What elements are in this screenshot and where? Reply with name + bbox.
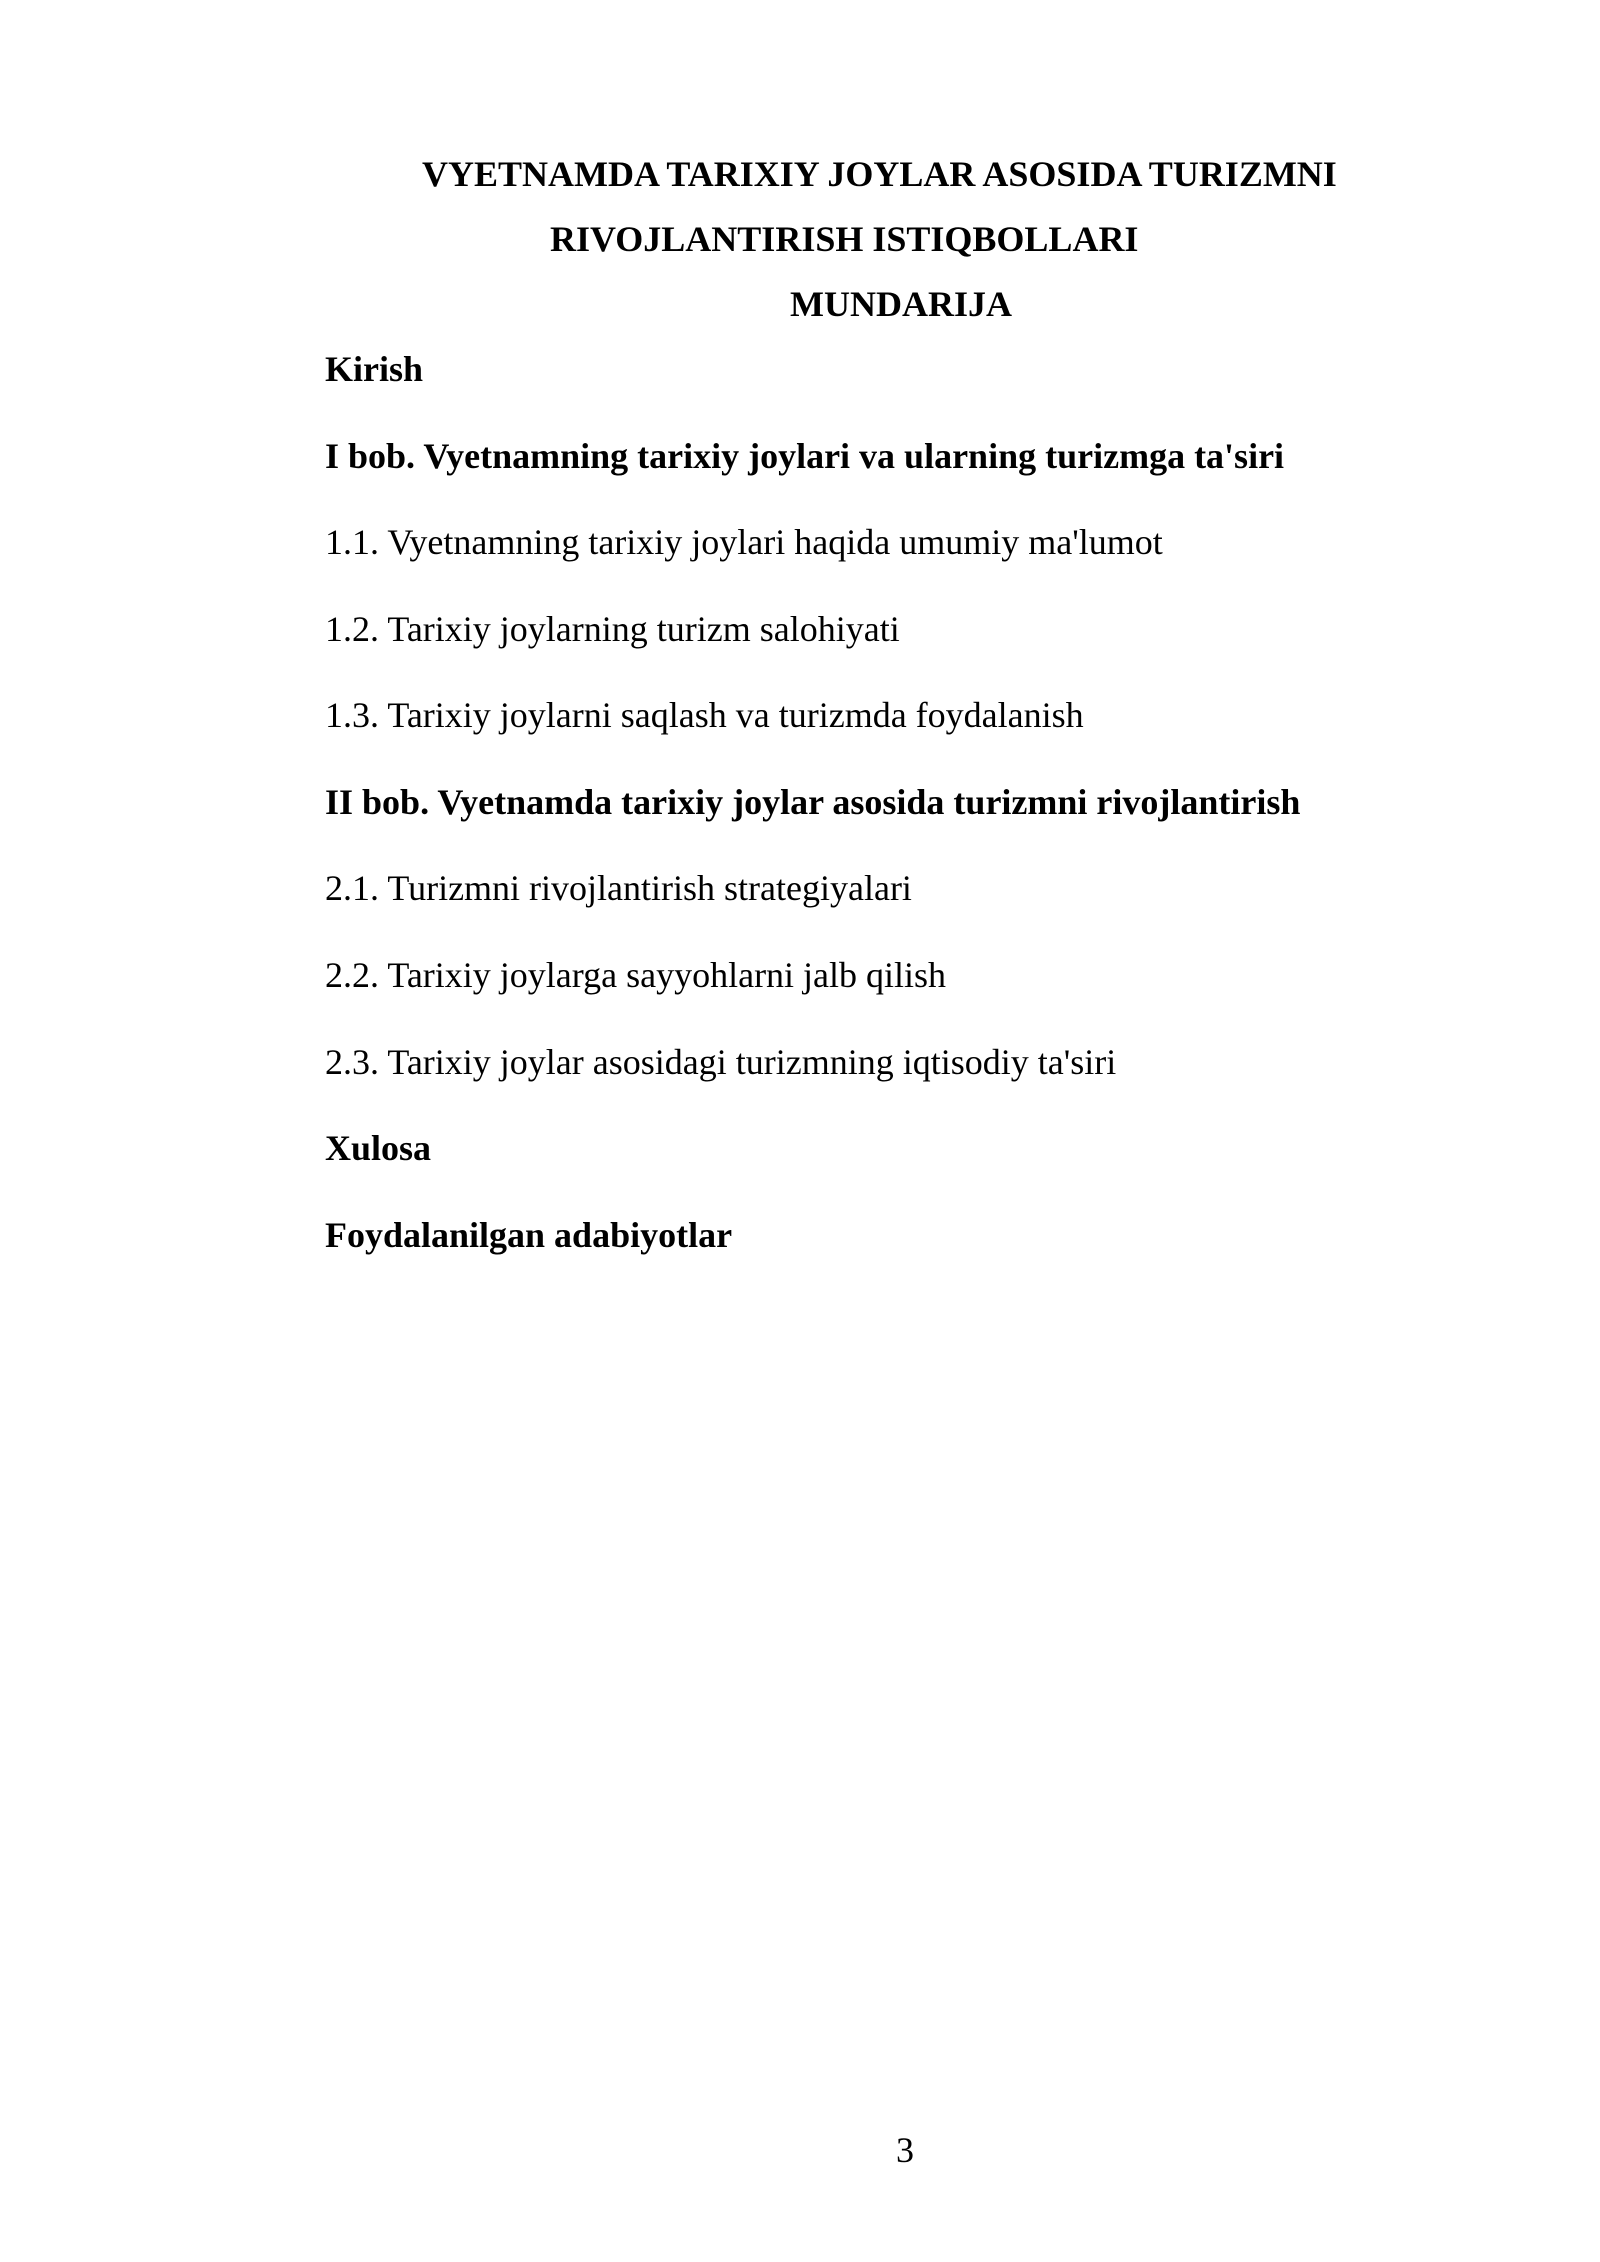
contents-heading: MUNDARIJA (790, 284, 1012, 324)
toc-entry-xulosa: Xulosa (325, 1128, 432, 1168)
toc-entry-1-1: 1.1. Vyetnamning tarixiy joylari haqida umumiy ma'lumot (325, 522, 1163, 562)
toc-entry-references: Foydalanilgan adabiyotlar (325, 1215, 733, 1255)
document-title-line-2: RIVOJLANTIRISH ISTIQBOLLARI (550, 219, 1139, 259)
toc-entry-chapter-2: II bob. Vyetnamda tarixiy joylar asosida turizmni rivojlantirish (325, 782, 1301, 822)
toc-entry-1-3: 1.3. Tarixiy joylarni saqlash va turizmda foydalanish (325, 695, 1084, 735)
toc-entry-2-2: 2.2. Tarixiy joylarga sayyohlarni jalb qilish (325, 955, 947, 995)
document-title-line-1: VYETNAMDA TARIXIY JOYLAR ASOSIDA TURIZMNI (422, 154, 1337, 194)
toc-entry-2-1: 2.1. Turizmni rivojlantirish strategiyalari (325, 868, 912, 908)
toc-entry-2-3: 2.3. Tarixiy joylar asosidagi turizmning iqtisodiy ta'siri (325, 1042, 1117, 1082)
toc-entry-kirish: Kirish (325, 349, 424, 389)
toc-entry-chapter-1: I bob. Vyetnamning tarixiy joylari va ularning turizmga ta'siri (325, 436, 1285, 476)
toc-entry-1-2: 1.2. Tarixiy joylarning turizm salohiyati (325, 609, 900, 649)
page-number: 3 (896, 2130, 914, 2170)
